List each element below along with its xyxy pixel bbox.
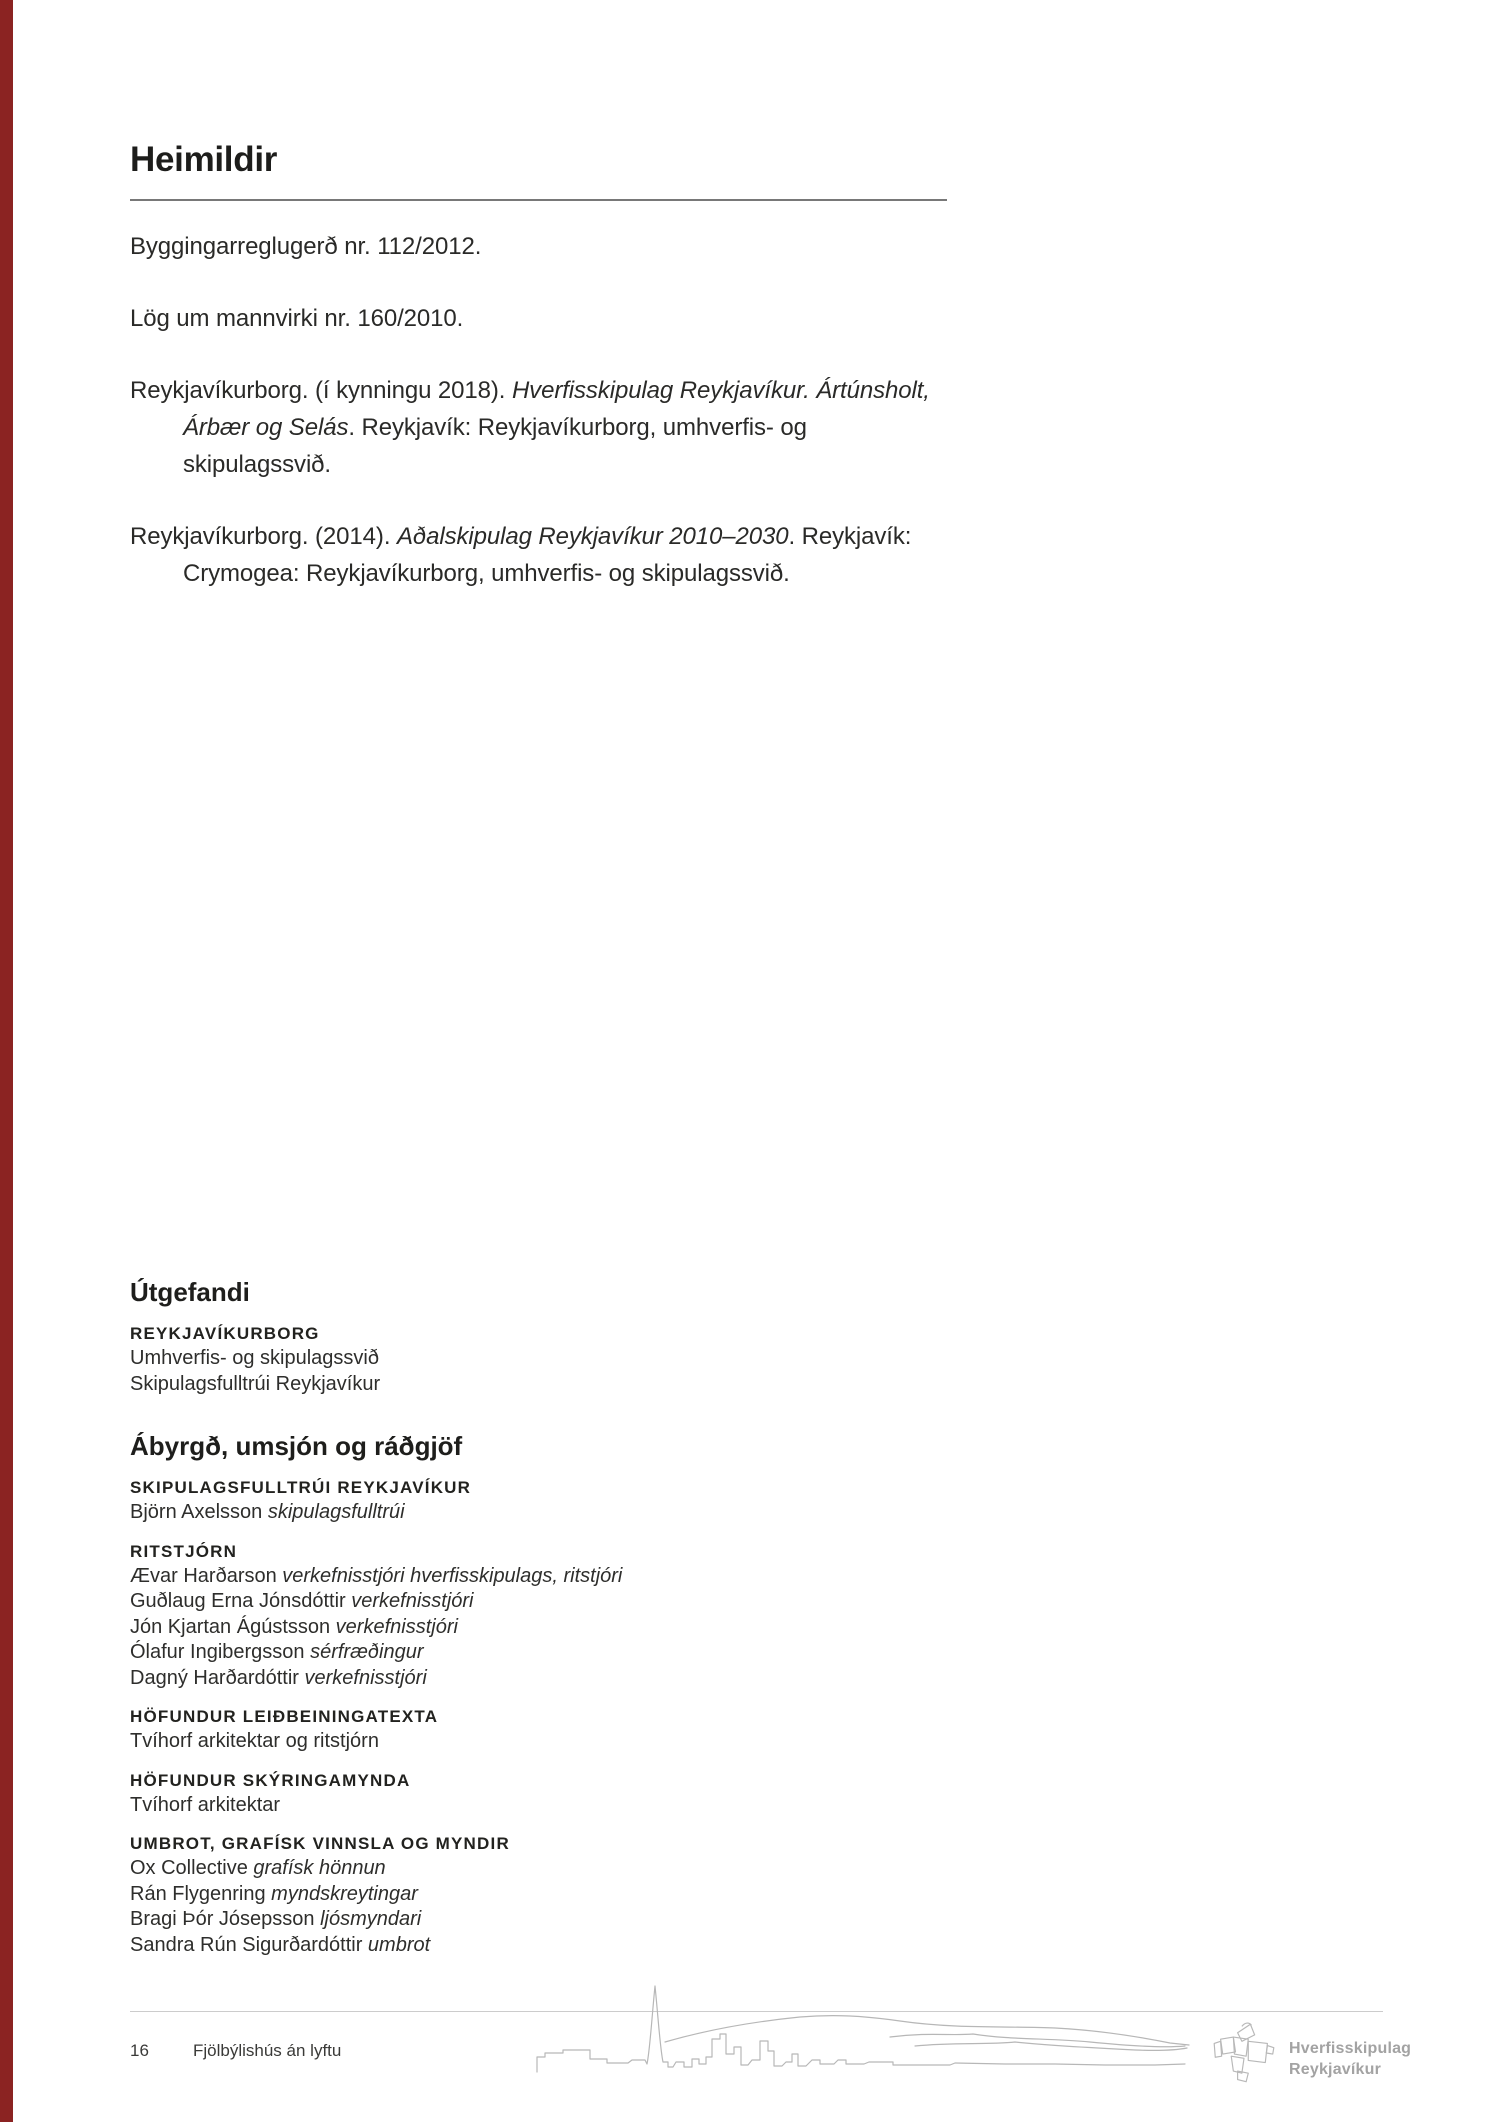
credit-role: verkefnisstjóri xyxy=(298,1666,427,1689)
credit-group xyxy=(130,1321,750,1397)
publication-title: Fjölbýlishús án lyftu xyxy=(193,2041,342,2060)
credit-line xyxy=(130,1933,750,1959)
credit-group-label: UMBROT, GRAFÍSK VINNSLA OG MYNDIR xyxy=(130,1834,510,1853)
credit-line xyxy=(130,1640,750,1666)
credit-role: skipulagsfulltrúi xyxy=(262,1501,405,1523)
logo-text-line1: Hverfisskipulag xyxy=(1289,2040,1412,2057)
reference-line: Árbær og Selás. Reykjavík: Reykjavíkurborg, umhverfis- og xyxy=(183,414,807,441)
reference-line: Lög um mannvirki nr. 160/2010. xyxy=(130,305,464,332)
credit-line xyxy=(130,1793,750,1819)
credits-heading: Ábyrgð, umsjón og ráðgjöf xyxy=(130,1431,463,1461)
credit-group-label: REYKJAVÍKURBORG xyxy=(130,1324,320,1343)
credit-role: verkefnisstjóri xyxy=(345,1590,474,1612)
reykjavik-skyline-illustration xyxy=(535,1980,1195,2078)
credit-group xyxy=(130,1539,750,1692)
credits-section xyxy=(130,1430,750,1958)
page-title: Heimildir xyxy=(130,140,278,179)
credit-name: Jón Kjartan Ágústsson xyxy=(130,1615,331,1638)
publisher-heading: Útgefandi xyxy=(130,1277,250,1307)
credit-group xyxy=(130,1831,750,1958)
credit-line xyxy=(130,1346,750,1372)
reference-entry xyxy=(130,372,1080,483)
reference-entry xyxy=(130,300,1080,337)
credit-group xyxy=(130,1475,750,1526)
credit-group-label: SKIPULAGSFULLTRÚI REYKJAVÍKUR xyxy=(130,1478,472,1497)
credit-name: Umhverfis- og skipulagssvið xyxy=(130,1347,379,1369)
credit-name: Tvíhorf arkitektar og ritstjórn xyxy=(130,1730,379,1752)
page-edge-accent-bar xyxy=(0,0,13,2122)
page-title-block xyxy=(130,140,950,180)
credit-line xyxy=(130,1500,750,1526)
reference-entry xyxy=(130,518,1080,592)
credit-role: grafísk hönnun xyxy=(247,1857,386,1879)
credit-line xyxy=(130,1729,750,1755)
credit-line xyxy=(130,1856,750,1882)
hverfisskipulag-logo xyxy=(1205,2020,1500,2090)
credit-name: Bragi Þór Jósepsson xyxy=(130,1908,315,1930)
credit-role: verkefnisstjóri xyxy=(330,1615,458,1638)
reference-line: Byggingarreglugerð nr. 112/2012. xyxy=(130,233,482,260)
credit-role: sérfræðingur xyxy=(304,1641,424,1663)
reference-line: skipulagssvið. xyxy=(183,451,332,478)
credit-name: Guðlaug Erna Jónsdóttir xyxy=(130,1590,346,1612)
reference-line: Crymogea: Reykjavíkurborg, umhverfis- og skipulagssvið. xyxy=(183,560,790,587)
reference-entry xyxy=(130,228,1080,265)
credit-name: Tvíhorf arkitektar xyxy=(130,1793,281,1816)
logo-text xyxy=(1289,2038,1411,2080)
page-number: 16 xyxy=(130,2041,149,2060)
credit-name: Skipulagsfulltrúi Reykjavíkur xyxy=(130,1372,381,1395)
credit-role: verkefnisstjóri hverfisskipulags, ritstjóri xyxy=(276,1564,623,1587)
credits-groups xyxy=(130,1475,750,1958)
reference-line: Reykjavíkurborg. (í kynningu 2018). Hverfisskipulag Reykjavíkur. Ártúnsholt, xyxy=(130,377,930,404)
credit-line xyxy=(130,1372,750,1398)
publisher-groups xyxy=(130,1321,750,1397)
credit-line xyxy=(130,1907,750,1933)
credit-group-label: HÖFUNDUR SKÝRINGAMYNDA xyxy=(130,1770,411,1790)
credit-line xyxy=(130,1589,750,1615)
credit-name: Rán Flygenring xyxy=(130,1882,266,1905)
credit-group-label: HÖFUNDUR LEIÐBEININGATEXTA xyxy=(130,1707,439,1726)
credit-name: Ox Collective xyxy=(130,1857,248,1879)
hverfisskipulag-logo-icon xyxy=(1205,2020,1283,2086)
title-divider xyxy=(130,199,947,201)
publisher-section xyxy=(130,1276,750,1397)
credit-line xyxy=(130,1666,750,1692)
credit-role: myndskreytingar xyxy=(265,1882,418,1905)
credit-name: Dagný Harðardóttir xyxy=(130,1666,299,1689)
credit-group-label: RITSTJÓRN xyxy=(130,1541,238,1561)
reference-line: Reykjavíkurborg. (2014). Aðalskipulag Reykjavíkur 2010–2030. Reykjavík: xyxy=(130,523,912,550)
credit-name: Ólafur Ingibergsson xyxy=(130,1641,305,1663)
credit-name: Björn Axelsson xyxy=(130,1501,263,1523)
credit-name: Ævar Harðarson xyxy=(130,1564,277,1587)
credit-group xyxy=(130,1704,750,1755)
credit-group xyxy=(130,1768,750,1819)
credit-name: Sandra Rún Sigurðardóttir xyxy=(130,1933,363,1956)
credit-line xyxy=(130,1615,750,1641)
references-list xyxy=(130,228,1080,627)
credit-role: ljósmyndari xyxy=(314,1908,422,1930)
credit-role: umbrot xyxy=(362,1933,431,1956)
logo-text-line2: Reykjavíkur xyxy=(1289,2061,1382,2078)
credit-line xyxy=(130,1882,750,1908)
credit-line xyxy=(130,1564,750,1590)
